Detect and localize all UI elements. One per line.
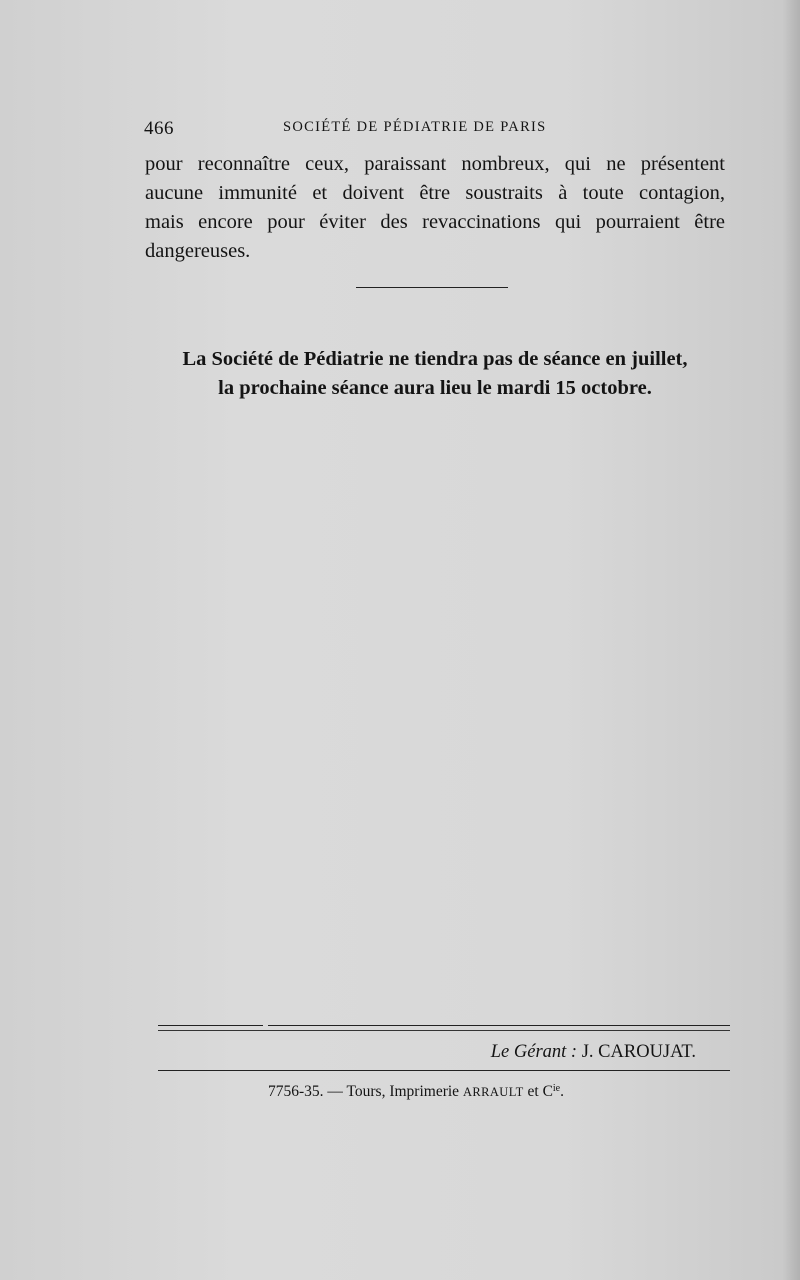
- footer-rule: [158, 1030, 730, 1031]
- paragraph-line: dangereuses.: [145, 240, 251, 262]
- imprint-end: .: [560, 1083, 564, 1100]
- page-edge-shadow: [782, 0, 800, 1280]
- imprint-company-sup: ie: [552, 1083, 561, 1094]
- running-title: SOCIÉTÉ DE PÉDIATRIE DE PARIS: [283, 119, 547, 135]
- body-paragraph: [145, 150, 725, 266]
- notice-line: la prochaine séance aura lieu le mardi 15 octobre.: [218, 377, 652, 399]
- paragraph-line: aucune immunité et doivent être soustraits à toute contagion,: [145, 182, 725, 204]
- printer-imprint: [268, 1083, 564, 1101]
- paragraph-line: pour reconnaître ceux, paraissant nombreux, qui ne présentent: [145, 153, 725, 175]
- imprint-rule: [158, 1070, 730, 1071]
- signature: [491, 1042, 696, 1063]
- signature-name: J. CAROUJAT.: [581, 1042, 696, 1062]
- paragraph-line: mais encore pour éviter des revaccinations qui pourraient être: [145, 211, 725, 233]
- meeting-notice: [130, 345, 740, 403]
- page-number: 466: [144, 118, 174, 139]
- imprint-prefix: 7756-35. — Tours, Imprimerie: [268, 1083, 460, 1100]
- footer-rule-segment: [158, 1025, 263, 1026]
- footer-rule-segment: [268, 1025, 730, 1026]
- signature-role: Le Gérant :: [490, 1042, 578, 1062]
- imprint-et: et: [527, 1083, 539, 1100]
- imprint-company: [543, 1083, 564, 1100]
- imprint-printer: ARRAULT: [462, 1085, 524, 1099]
- notice-line: La Société de Pédiatrie ne tiendra pas de séance en juillet,: [182, 348, 688, 370]
- section-divider: [356, 287, 508, 288]
- imprint-company-letter: C: [542, 1083, 553, 1100]
